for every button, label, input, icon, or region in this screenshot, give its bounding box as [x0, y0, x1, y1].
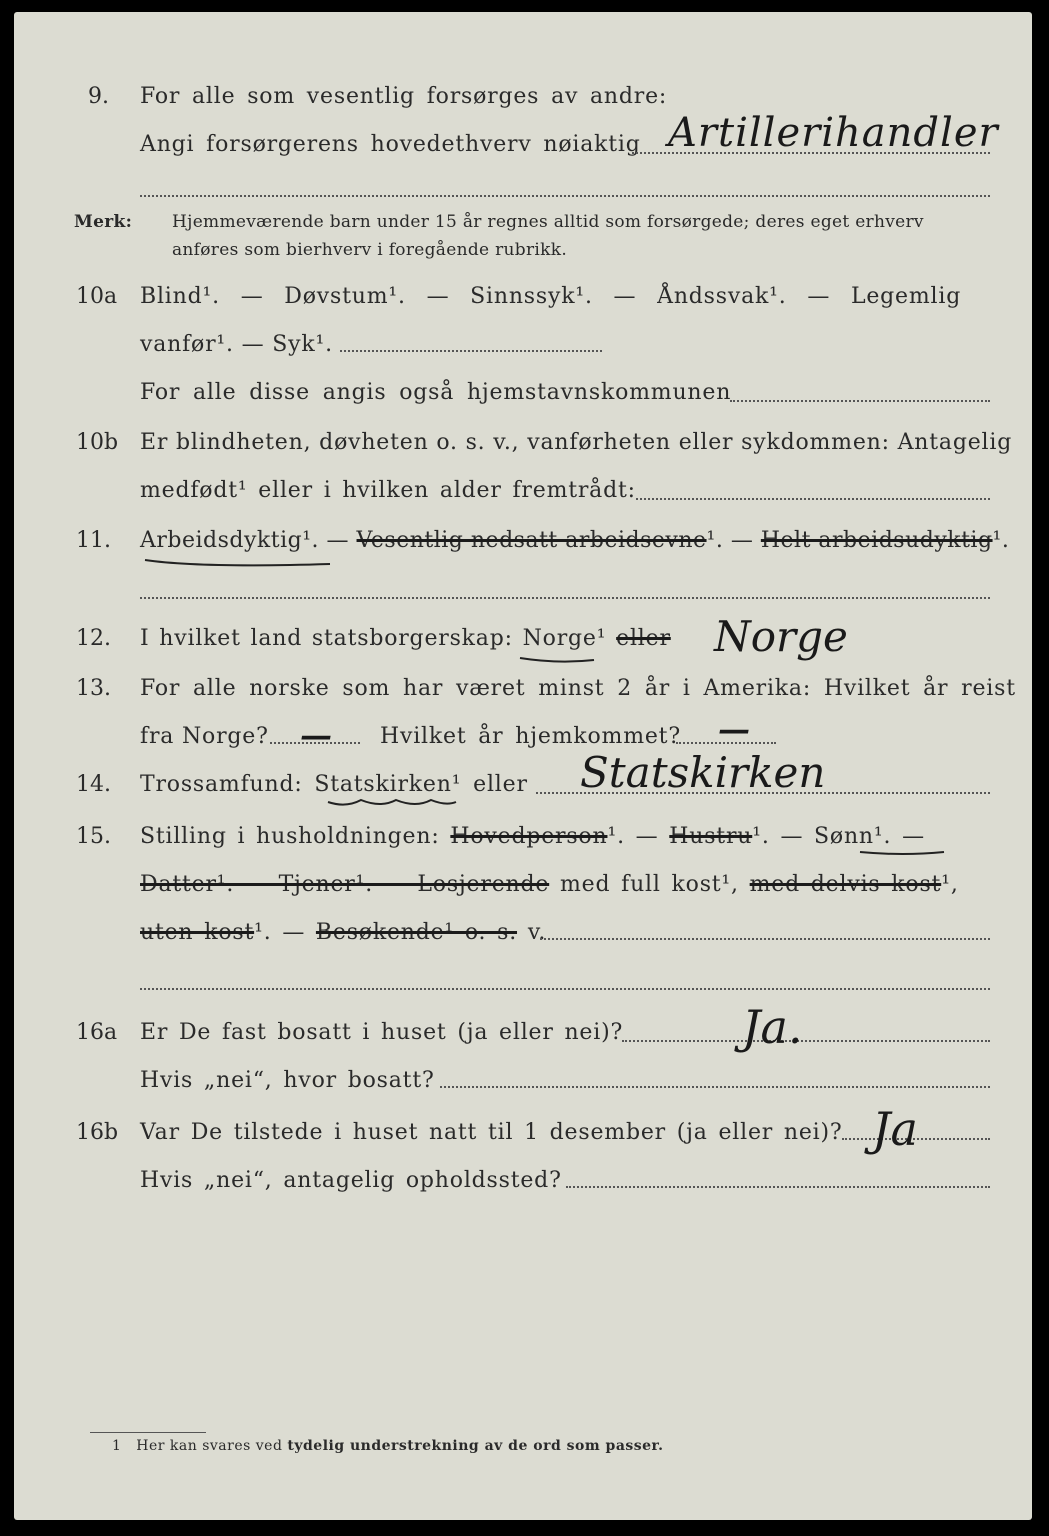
q14-handwritten-answer: Statskirken	[580, 748, 826, 797]
q15-full-kost: med full kost¹,	[559, 872, 739, 897]
q11-arbeidsdyktig: Arbeidsdyktig¹. —	[140, 528, 357, 553]
q9-number: 9.	[88, 84, 109, 109]
footnote-bold: tydelig understrekning av de ord som passer.	[287, 1438, 664, 1454]
q10a-line3: For alle disse angis også hjemstavnskommunen	[140, 380, 732, 405]
q12-norge-underline	[518, 652, 598, 666]
merk-label: Merk:	[74, 212, 133, 232]
q10a-line2: vanfør¹. — Syk¹.	[140, 332, 333, 357]
q10b-answer-line	[636, 498, 990, 500]
q12-question: I hvilket land statsborgerskap: Norge¹	[140, 626, 607, 651]
q11-extra-line	[140, 597, 990, 599]
q15-comma: ¹,	[941, 872, 959, 897]
q10a-line1: Blind¹. — Døvstum¹. — Sinnssyk¹. — Åndssvak¹. — Legemlig	[140, 284, 962, 309]
q15-line3	[140, 922, 546, 944]
q15-line2	[140, 874, 959, 896]
q15-sep1: ¹. —	[607, 824, 659, 849]
q14-text: Trossamfund: Statskirken¹ eller	[140, 772, 528, 797]
q10a-answer-line	[340, 350, 602, 352]
q16a-number: 16a	[76, 1020, 118, 1045]
q10b-line2: medfødt¹ eller i hvilken alder fremtrådt:	[140, 478, 636, 503]
q10a-number: 10a	[76, 284, 118, 309]
q16b-line1: Var De tilstede i huset natt til 1 desember (ja eller nei)?	[140, 1120, 843, 1145]
q11-number: 11.	[76, 528, 111, 553]
footnote-text: Her kan svares ved	[136, 1438, 283, 1454]
q12-number: 12.	[76, 626, 111, 651]
footnote	[112, 1438, 664, 1454]
q13-reist: fra Norge?	[140, 724, 269, 749]
q11-sep: ¹. —	[706, 528, 761, 553]
q12-eller-struck: eller	[616, 626, 671, 651]
q14-statskirken-underline	[326, 796, 460, 810]
q9-handwritten-answer: Artillerihandler	[668, 110, 999, 156]
q15-sonn-underline	[858, 848, 948, 858]
q15-hovedperson-struck: Hovedperson	[450, 824, 608, 849]
q13-line1: For alle norske som har været minst 2 år i Amerika: Hvilket år reist	[140, 676, 1016, 701]
footnote-mark: 1	[112, 1438, 122, 1454]
q15-osv: v.	[527, 920, 547, 945]
merk-line1: Hjemmeværende barn under 15 år regnes alltid som forsørgede; deres eget erhverv	[172, 212, 924, 232]
q11-line	[140, 530, 1009, 552]
q12-text	[140, 628, 671, 650]
q12-handwritten-answer: Norge	[714, 612, 848, 661]
footnote-divider	[90, 1432, 206, 1433]
q16b-where-line	[566, 1186, 990, 1188]
q15-uten-struck: uten kost	[140, 920, 255, 945]
q11-nedsatt-struck: Vesentlig nedsatt arbeidsevne	[356, 528, 707, 553]
q15-answer-line	[540, 938, 990, 940]
q9-line1: For alle som vesentlig forsørges av andre:	[140, 84, 668, 109]
q15-line1	[140, 826, 925, 848]
q9-extra-line	[140, 195, 990, 197]
q9-line2: Angi forsørgerens hovedethverv nøiaktig	[140, 132, 641, 157]
q10b-number: 10b	[76, 430, 119, 455]
q13-reist-answer: —	[300, 716, 332, 754]
q13-hjemkommet: Hvilket år hjemkommet?	[380, 724, 681, 749]
q15-extra-line	[140, 988, 990, 990]
q16a-answer-line	[622, 1040, 990, 1042]
q13-number: 13.	[76, 676, 111, 701]
q15-delvis-struck: med delvis kost	[749, 872, 942, 897]
merk-line2: anføres som bierhverv i foregående rubrikk.	[172, 240, 568, 260]
q16b-handwritten-answer: Ja	[872, 1102, 918, 1156]
q16a-line1: Er De fast bosatt i huset (ja eller nei)?	[140, 1020, 624, 1045]
q11-underline-mark	[140, 552, 340, 572]
q11-end: ¹.	[992, 528, 1010, 553]
q15-sonn: ¹. — Sønn¹. —	[752, 824, 925, 849]
q10b-line1: Er blindheten, døvheten o. s. v., vanførheten eller sykdommen: Antagelig	[140, 430, 1013, 455]
q11-udyktig-struck: Helt arbeidsudyktig	[760, 528, 993, 553]
census-form-page	[14, 12, 1032, 1520]
q16a-where-line	[440, 1086, 990, 1088]
q15-label: Stilling i husholdningen:	[140, 824, 440, 849]
q15-number: 15.	[76, 824, 111, 849]
q16b-line2: Hvis „nei“, antagelig opholdssted?	[140, 1168, 562, 1193]
q13-hjem-answer: —	[718, 710, 750, 748]
q15-sep3: ¹. —	[254, 920, 306, 945]
q15-hustru-struck: Hustru	[669, 824, 753, 849]
q14-number: 14.	[76, 772, 111, 797]
q16a-line2: Hvis „nei“, hvor bosatt?	[140, 1068, 435, 1093]
q16a-handwritten-answer: Ja.	[742, 1000, 803, 1054]
q15-datter-struck: Datter¹. — Tjener¹. — Losjerende	[140, 872, 550, 897]
q10a-home-line	[730, 400, 990, 402]
q15-besok-struck: Besøkende¹ o. s.	[315, 920, 518, 945]
q16b-number: 16b	[76, 1120, 119, 1145]
